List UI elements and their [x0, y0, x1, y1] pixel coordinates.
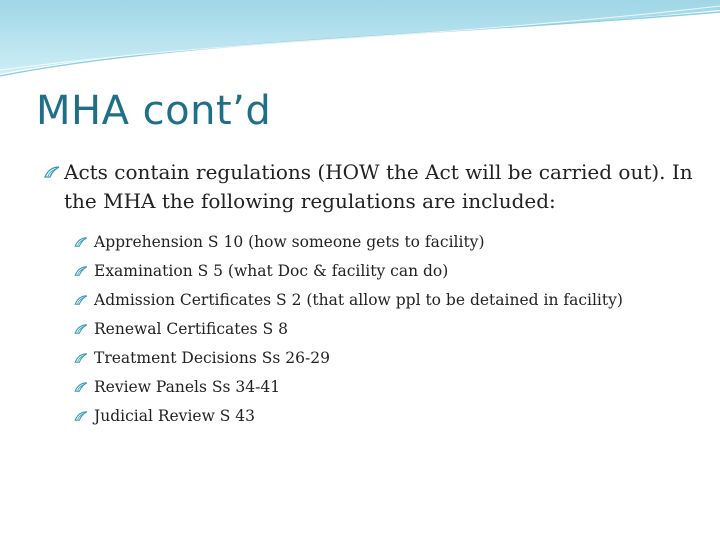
sub-bullet-list	[0, 228, 720, 431]
wing-bullet-icon	[74, 237, 88, 247]
slide-content	[0, 158, 720, 431]
sub-bullet-text: Apprehension S 10 (how someone gets to facility)	[94, 233, 485, 251]
header-wave-decoration	[0, 0, 720, 80]
sub-bullet	[94, 344, 720, 373]
sub-bullet-text: Renewal Certificates S 8	[94, 320, 288, 338]
wing-bullet-icon	[74, 295, 88, 305]
wing-bullet-icon	[74, 324, 88, 334]
sub-bullet	[94, 373, 720, 402]
wing-bullet-icon	[74, 382, 88, 392]
sub-bullet-text: Admission Certificates S 2 (that allow ppl to be detained in facility)	[94, 291, 623, 309]
main-bullet-text: Acts contain regulations (HOW the Act will be carried out). In the MHA the following regulations are included:	[64, 160, 693, 213]
sub-bullet-text: Treatment Decisions Ss 26-29	[94, 349, 330, 367]
sub-bullet	[94, 402, 720, 431]
sub-bullet-text: Judicial Review S 43	[94, 407, 256, 425]
wing-bullet-icon	[44, 166, 60, 178]
main-bullet	[64, 158, 694, 216]
slide-title: MHA cont’d	[36, 88, 272, 134]
sub-bullet	[94, 286, 720, 315]
sub-bullet	[94, 228, 720, 257]
wing-bullet-icon	[74, 266, 88, 276]
sub-bullet-text: Review Panels Ss 34-41	[94, 378, 281, 396]
wing-bullet-icon	[74, 411, 88, 421]
sub-bullet	[94, 257, 720, 286]
sub-bullet-text: Examination S 5 (what Doc & facility can do)	[94, 262, 449, 280]
wing-bullet-icon	[74, 353, 88, 363]
sub-bullet	[94, 315, 720, 344]
